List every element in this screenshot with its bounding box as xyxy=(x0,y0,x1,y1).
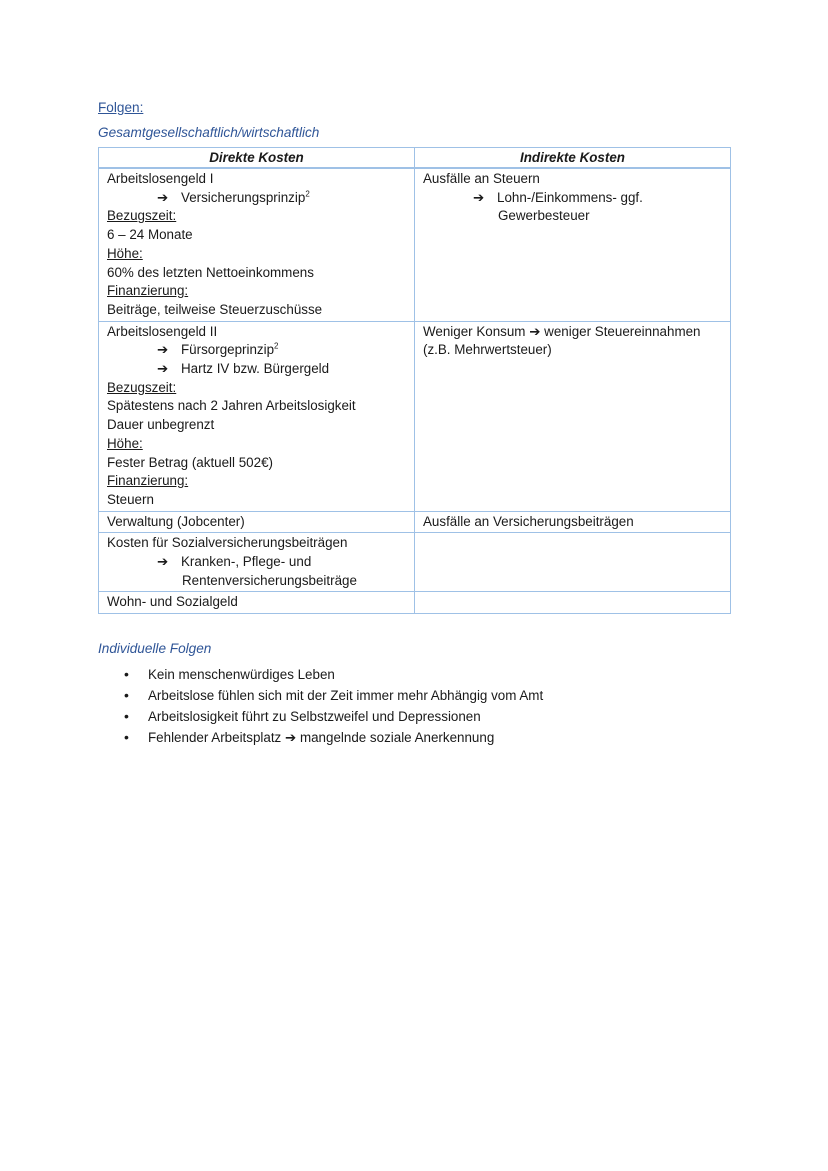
label-finanzierung: Finanzierung: xyxy=(107,473,189,489)
table-row xyxy=(99,533,731,592)
table-row xyxy=(99,321,731,511)
arrow-line: ➔ Versicherungsprinzip$^2$ xyxy=(107,189,406,208)
list-item: • Arbeitslosigkeit führt zu Selbstzweifel und Depressionen xyxy=(98,706,543,727)
heading-individuelle-folgen: Individuelle Folgen xyxy=(98,641,212,656)
cell-title: Ausfälle an Steuern xyxy=(423,171,540,186)
label-bezugszeit: Bezugszeit: xyxy=(107,379,177,395)
arrow-line-continuation: Gewerbesteuer xyxy=(498,208,590,224)
arrow-line: ➔ Lohn-/Einkommens- ggf. xyxy=(423,189,722,208)
cell-title: Kosten für Sozialversicherungsbeiträgen xyxy=(107,535,348,551)
bullet-icon: • xyxy=(124,729,129,745)
list-item: • Fehlender Arbeitsplatz ➔ mangelnde soziale Anerkennung xyxy=(98,727,543,748)
value-bezugszeit: Spätestens nach 2 Jahren Arbeitslosigkeit xyxy=(107,398,356,414)
value-hoehe: 60% des letzten Nettoeinkommens xyxy=(107,264,314,280)
heading-folgen: Folgen: xyxy=(98,100,144,115)
table-row xyxy=(99,511,731,533)
value-finanzierung: Steuern xyxy=(107,491,154,507)
cell-empty xyxy=(415,592,731,614)
arrow-icon: ➔ xyxy=(284,730,297,745)
label-hoehe: Höhe: xyxy=(107,435,143,451)
value-bezugszeit: Dauer unbegrenzt xyxy=(107,417,215,433)
cell-sozialversicherung xyxy=(99,533,415,592)
cell-konsum xyxy=(415,321,731,511)
arrow-line: ➔ Fürsorgeprinzip$^2$ xyxy=(107,341,406,360)
arrow-line: ➔ Hartz IV bzw. Bürgergeld xyxy=(107,360,406,379)
cell-steuerausfaelle xyxy=(415,168,731,321)
arrow-icon: ➔ xyxy=(529,323,541,339)
cell-versicherungsbeitraege: Ausfälle an Versicherungsbeiträgen xyxy=(415,511,731,533)
arrow-icon: ➔ xyxy=(157,361,169,377)
cell-verwaltung: Verwaltung (Jobcenter) xyxy=(99,511,415,533)
cost-table xyxy=(98,147,731,614)
arrow-icon: ➔ xyxy=(157,342,169,358)
individual-consequences-list xyxy=(98,664,543,748)
arrow-line-continuation: Rentenversicherungsbeiträge xyxy=(182,572,357,588)
bullet-icon: • xyxy=(124,666,129,682)
table-row xyxy=(99,168,731,321)
arrow-line: Weniger Konsum ➔ weniger Steuereinnahmen xyxy=(423,323,701,339)
value-bezugszeit: 6 – 24 Monate xyxy=(107,227,193,243)
value-hoehe: Fester Betrag (aktuell 502€) xyxy=(107,454,273,470)
arrow-icon: ➔ xyxy=(473,189,485,205)
table-row xyxy=(99,592,731,614)
cell-wohngeld: Wohn- und Sozialgeld xyxy=(99,592,415,614)
cell-title: Arbeitslosengeld II xyxy=(107,323,218,339)
cell-text: (z.B. Mehrwertsteuer) xyxy=(423,342,552,358)
cell-title: Arbeitslosengeld I xyxy=(107,171,214,186)
list-item: • Kein menschenwürdiges Leben xyxy=(98,664,543,685)
bullet-icon: • xyxy=(124,687,129,703)
label-bezugszeit: Bezugszeit: xyxy=(107,208,177,224)
value-finanzierung: Beiträge, teilweise Steuerzuschüsse xyxy=(107,301,323,317)
list-item: • Arbeitslose fühlen sich mit der Zeit immer mehr Abhängig vom Amt xyxy=(98,685,543,706)
column-header-indirect: Indirekte Kosten xyxy=(415,148,731,169)
heading-gesamtgesellschaftlich: Gesamtgesellschaftlich/wirtschaftlich xyxy=(98,125,320,140)
arrow-icon: ➔ xyxy=(157,554,169,570)
arrow-icon: ➔ xyxy=(157,189,169,205)
table-header-row xyxy=(99,148,731,169)
bullet-icon: • xyxy=(124,708,129,724)
arrow-line: ➔ Kranken-, Pflege- und xyxy=(107,553,406,572)
label-finanzierung: Finanzierung: xyxy=(107,283,189,299)
cell-alg2 xyxy=(99,321,415,511)
label-hoehe: Höhe: xyxy=(107,245,143,261)
column-header-direct: Direkte Kosten xyxy=(99,148,415,169)
cell-alg1 xyxy=(99,168,415,321)
cell-empty xyxy=(415,533,731,592)
